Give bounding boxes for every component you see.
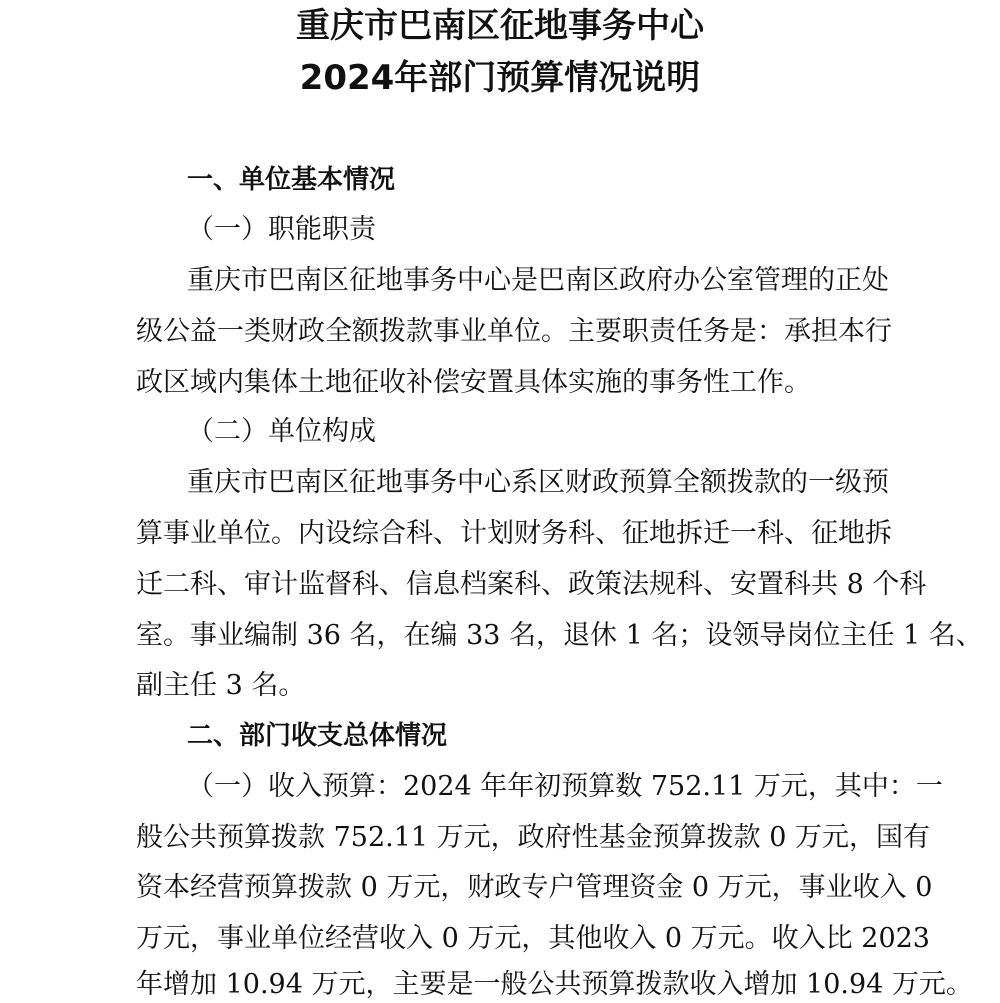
paragraph-line: 重庆市巴南区征地事务中心系区财政预算全额拨款的一级预	[187, 467, 889, 498]
document-title-line2: 2024年部门预算情况说明	[299, 58, 701, 98]
paragraph-line: （一）收入预算：2024 年年初预算数 752.11 万元，其中：一	[187, 771, 943, 802]
paragraph-line: 副主任 3 名。	[136, 670, 306, 701]
section1-heading: 一、单位基本情况	[187, 165, 396, 195]
section2-heading: 二、部门收支总体情况	[187, 721, 448, 751]
section1-sub2-heading: （二）单位构成	[187, 416, 376, 447]
paragraph-line: 年增加 10.94 万元，主要是一般公共预算拨款收入增加 10.94 万元。	[136, 969, 973, 1000]
paragraph-line: 重庆市巴南区征地事务中心是巴南区政府办公室管理的正处	[187, 265, 889, 296]
paragraph-line: 资本经营预算拨款 0 万元，财政专户管理资金 0 万元，事业收入 0	[136, 872, 933, 903]
paragraph-line: 政区域内集体土地征收补偿安置具体实施的事务性工作。	[136, 367, 811, 398]
section1-sub1-heading: （一）职能职责	[187, 214, 376, 245]
paragraph-line: 万元，事业单位经营收入 0 万元，其他收入 0 万元。收入比 2023	[136, 923, 930, 954]
document-title-line1: 重庆市巴南区征地事务中心	[296, 6, 704, 46]
paragraph-line: 迁二科、审计监督科、信息档案科、政策法规科、安置科共 8 个科	[136, 569, 927, 600]
paragraph-line: 室。事业编制 36 名，在编 33 名，退休 1 名；设领导岗位主任 1 名、	[136, 620, 983, 651]
paragraph-line: 级公益一类财政全额拨款事业单位。主要职责任务是：承担本行	[136, 316, 892, 347]
paragraph-line: 般公共预算拨款 752.11 万元，政府性基金预算拨款 0 万元，国有	[136, 822, 930, 853]
paragraph-line: 算事业单位。内设综合科、计划财务科、征地拆迁一科、征地拆	[136, 518, 892, 549]
